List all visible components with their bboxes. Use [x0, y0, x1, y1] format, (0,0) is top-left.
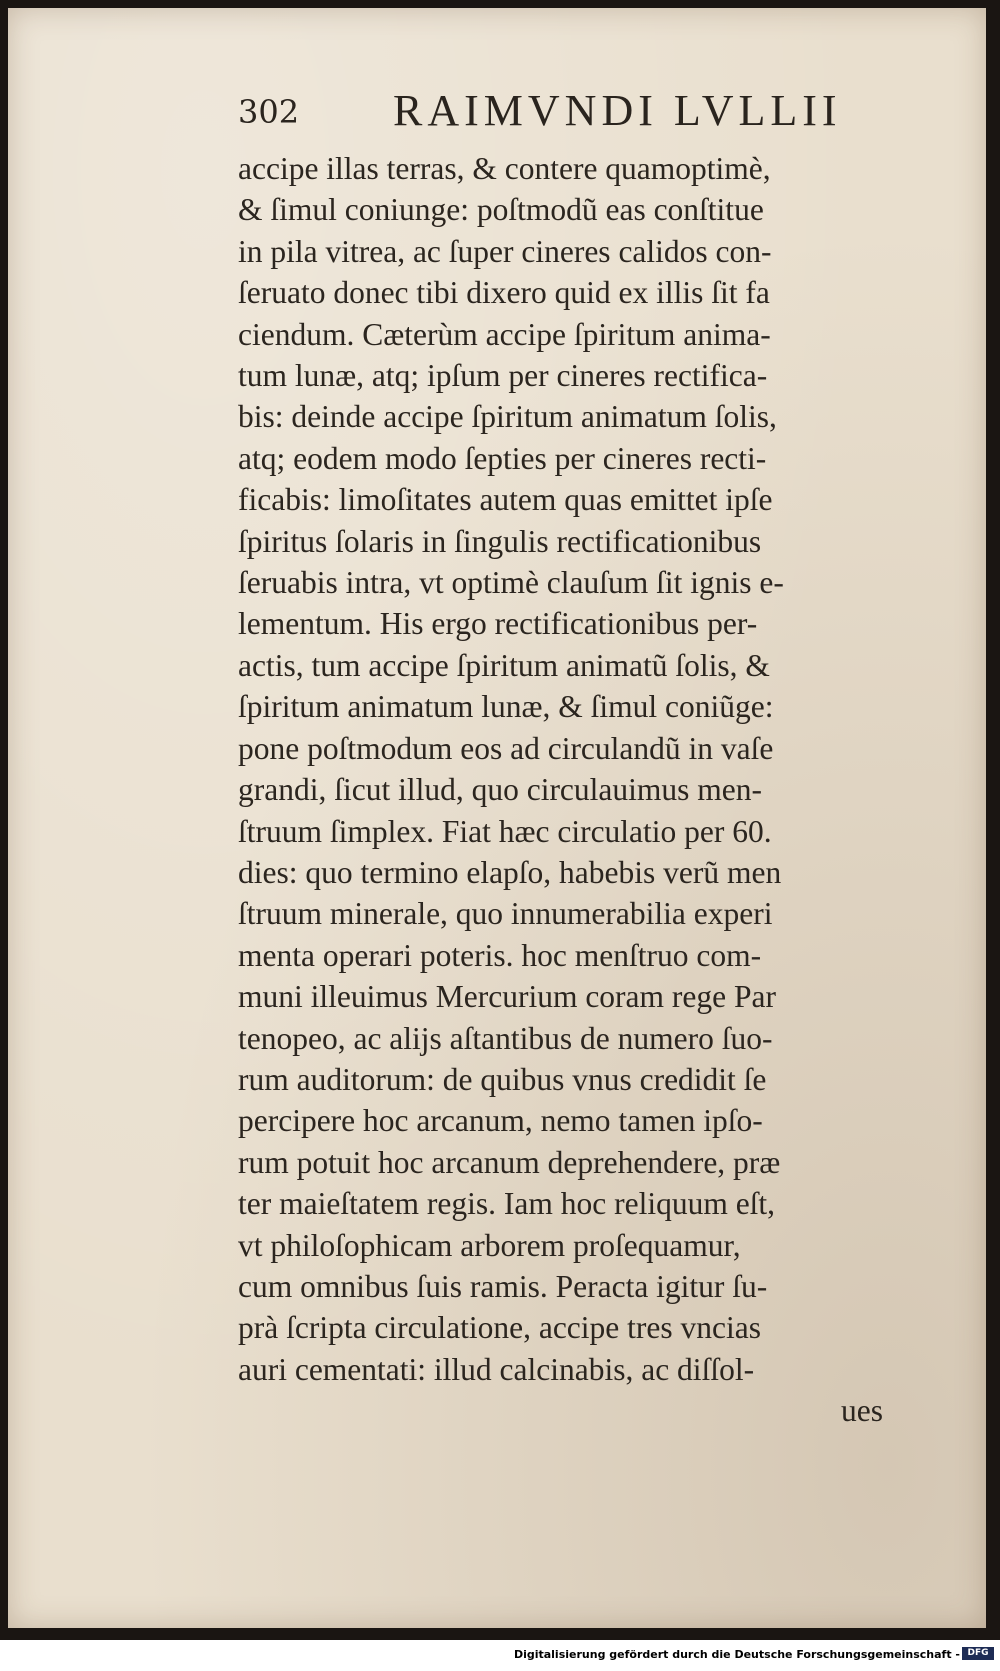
text-line: dies: quo termino elapſo, habebis verũ men — [238, 854, 782, 890]
text-line: atq; eodem modo ſepties per cineres recti- — [238, 440, 767, 476]
text-line: pone poſtmodum eos ad circulandũ in vaſe — [238, 730, 774, 766]
dfg-logo: DFG — [962, 1647, 994, 1660]
text-line: ſeruato donec tibi dixero quid ex illis ſit fa — [238, 275, 770, 311]
footer-bar — [0, 1640, 1000, 1671]
text-line: ſeruabis intra, vt optimè clauſum ſit ignis e- — [238, 565, 784, 601]
text-line: vt philoſophicam arborem proſequamur, — [238, 1227, 741, 1263]
running-head: RAIMVNDI LVLLII — [393, 86, 842, 135]
text-line: accipe illas terras, & contere quamoptimè, — [238, 151, 771, 186]
text-line: prà ſcripta circulatione, accipe tres vncias — [238, 1310, 761, 1346]
text-line: ficabis: limoſitates autem quas emittet ipſe — [238, 482, 773, 518]
text-line: percipere hoc arcanum, nemo tamen ipſo- — [238, 1103, 763, 1139]
funding-credit: Digitalisierung gefördert durch die Deutsche Forschungsgemeinschaft - — [513, 1648, 960, 1661]
text-line: ter maieſtatem regis. Iam hoc reliquum eſt, — [238, 1186, 776, 1222]
body-text — [238, 148, 893, 1432]
text-line: & ſimul coniunge: poſtmodũ eas conſtitue — [238, 192, 764, 228]
text-line: rum potuit hoc arcanum deprehendere, præ — [238, 1144, 781, 1180]
text-line: rum auditorum: de quibus vnus credidit ſe — [238, 1061, 767, 1097]
text-line: lementum. His ergo rectificationibus per- — [238, 606, 758, 642]
text-line: ciendum. Cæterùm accipe ſpiritum anima- — [238, 316, 771, 352]
text-line: ſtruum ſimplex. Fiat hæc circulatio per 60. — [238, 813, 772, 849]
text-line: ſpiritus ſolaris in ſingulis rectificationibus — [238, 523, 762, 559]
text-line: auri cementati: illud calcinabis, ac diſſol- — [238, 1351, 755, 1387]
text-line: tenopeo, ac alijs aſtantibus de numero ſuo- — [238, 1020, 773, 1056]
text-line: actis, tum accipe ſpiritum animatũ ſolis, & — [238, 647, 770, 683]
catchword: ues — [841, 1393, 883, 1429]
text-line: cum omnibus ſuis ramis. Peracta igitur ſu- — [238, 1268, 768, 1304]
text-line: tum lunæ, atq; ipſum per cineres rectifica- — [238, 358, 768, 394]
text-line: menta operari poteris. hoc menſtruo com- — [238, 937, 762, 973]
text-line: in pila vitrea, ac ſuper cineres calidos con- — [238, 233, 772, 269]
text-line: bis: deinde accipe ſpiritum animatum ſolis, — [238, 399, 777, 435]
page-header — [238, 85, 878, 145]
text-line: muni illeuimus Mercurium coram rege Par — [238, 979, 776, 1015]
page-number: 302 — [238, 93, 300, 131]
text-line: ſtruum minerale, quo innumerabilia experi — [238, 896, 773, 932]
text-line: grandi, ſicut illud, quo circulauimus men- — [238, 772, 763, 808]
text-line: ſpiritum animatum lunæ, & ſimul coniũge: — [238, 689, 774, 725]
